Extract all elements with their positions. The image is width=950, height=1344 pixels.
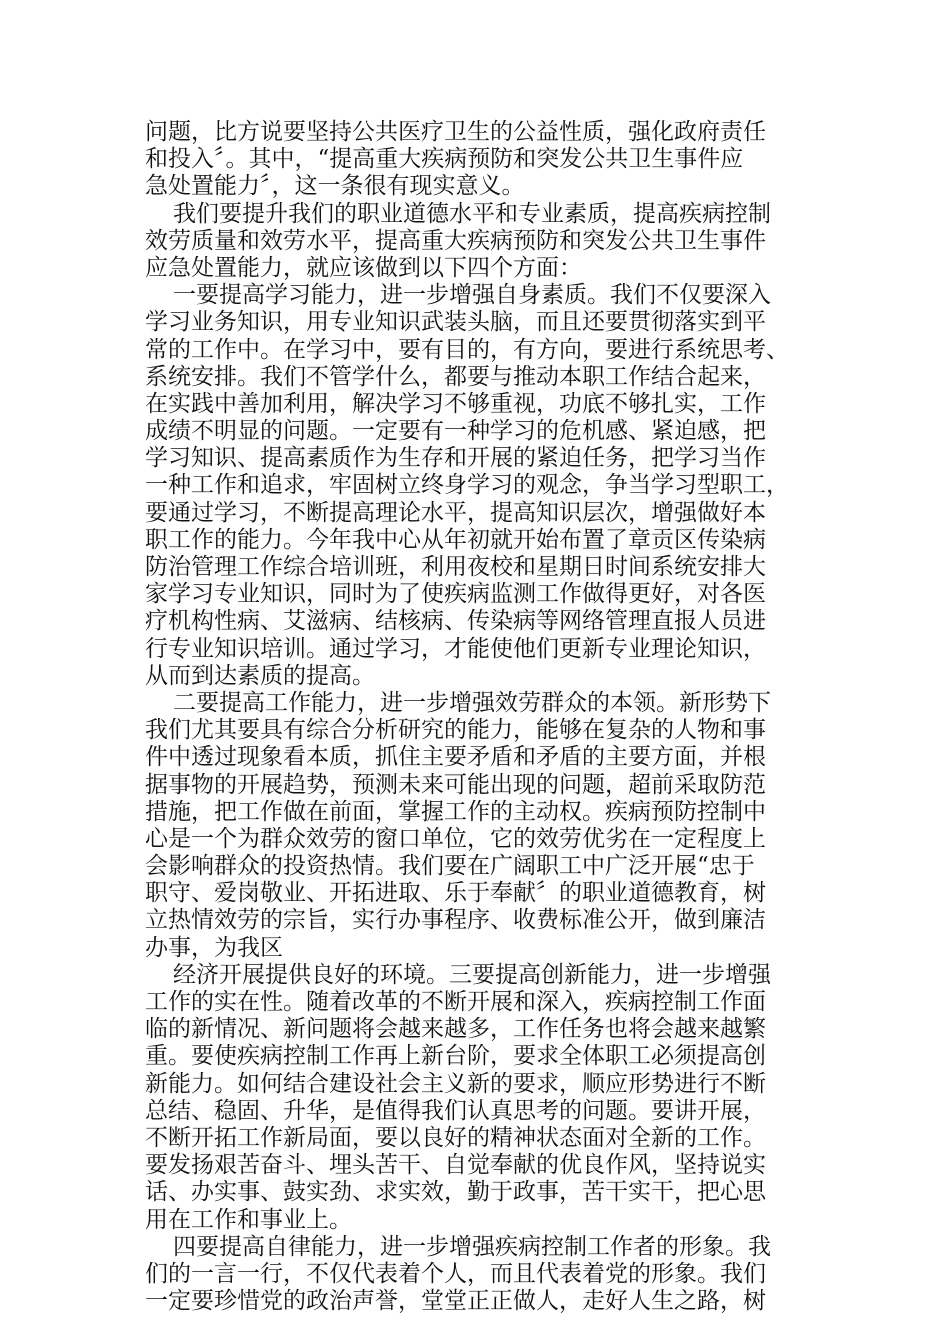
paragraph-5: [145, 962, 810, 1234]
text-line: 一要提高学习能力，进一步增强自身素质。我们不仅要深入: [173, 282, 771, 309]
text-line: 不断开拓工作新局面，要以良好的精神状态面对全新的工作。: [145, 1124, 766, 1151]
text-line: 们的一言一行，不仅代表着个人，而且代表着党的形象。我们: [145, 1260, 766, 1287]
text-line: 从而到达素质的提高。: [145, 662, 375, 689]
text-line: 职工作的能力。今年我中心从年初就开始布置了章贡区传染病: [145, 526, 766, 553]
text-line: 措施，把工作做在前面，掌握工作的主动权。疾病预防控制中: [145, 798, 766, 825]
text-line: 经济开展提供良好的环境。三要提高创新能力，进一步增强: [173, 961, 771, 988]
paragraph-6: [145, 1234, 810, 1316]
text-line: 二要提高工作能力，进一步增强效劳群众的本领。新形势下: [173, 689, 771, 716]
text-line: 家学习专业知识，同时为了使疾病监测工作做得更好，对各医: [145, 581, 766, 608]
text-line: 要通过学习，不断提高理论水平，提高知识层次，增强做好本: [145, 499, 766, 526]
text-line: 话、办实事、鼓实劲、求实效，勤于政事，苦干实干，把心思: [145, 1179, 766, 1206]
paragraph-1: [145, 119, 810, 201]
text-line: 常的工作中。在学习中，要有目的，有方向，要进行系统思考、: [145, 336, 789, 363]
text-line: 系统安排。我们不管学什么，都要与推动本职工作结合起来，: [145, 363, 766, 390]
text-line: 要发扬艰苦奋斗、埋头苦干、自觉奉献的优良作风，坚持说实: [145, 1152, 766, 1179]
text-line: 一定要珍惜党的政治声誉，堂堂正正做人，走好人生之路，树: [145, 1288, 766, 1315]
text-line: 四要提高自律能力，进一步增强疾病控制工作者的形象。我: [173, 1233, 771, 1260]
text-line: 问题，比方说要坚持公共医疗卫生的公益性质，强化政府责任: [145, 119, 766, 145]
text-line: 立热情效劳的宗旨，实行办事程序、收费标准公开，做到廉洁: [145, 907, 766, 934]
text-line: 一种工作和追求，牢固树立终身学习的观念，争当学习型职工，: [145, 472, 789, 499]
paragraph-3: [145, 282, 810, 690]
text-line: 效劳质量和效劳水平，提高重大疾病预防和突发公共卫生事件: [145, 227, 766, 254]
text-line: 疗机构性病、艾滋病、结核病、传染病等网络管理直报人员进: [145, 608, 766, 635]
text-line: 和投入〞。其中，“提高重大疾病预防和突发公共卫生事件应: [145, 146, 744, 173]
text-line: 用在工作和事业上。: [145, 1206, 352, 1233]
text-line: 总结、稳固、升华，是值得我们认真思考的问题。要讲开展，: [145, 1097, 766, 1124]
text-line: 件中透过现象看本质，抓住主要矛盾和矛盾的主要方面，并根: [145, 744, 766, 771]
text-line: 急处置能力〞，这一条很有现实意义。: [145, 173, 525, 200]
text-line: 行专业知识培训。通过学习，才能使他们更新专业理论知识，: [145, 635, 766, 662]
text-line: 临的新情况、新问题将会越来越多，工作任务也将会越来越繁: [145, 1016, 766, 1043]
text-line: 会影响群众的投资热情。我们要在广阔职工中广泛开展“忠于: [145, 853, 755, 880]
text-line: 成绩不明显的问题。一定要有一种学习的危机感、紧迫感，把: [145, 418, 766, 445]
text-line: 职守、爱岗敬业、开拓进取、乐于奉献〞的职业道德教育，树: [145, 880, 766, 907]
text-line: 在实践中善加利用，解决学习不够重视，功底不够扎实，工作: [145, 390, 766, 417]
text-line: 防治管理工作综合培训班，利用夜校和星期日时间系统安排大: [145, 554, 766, 580]
text-line: 新能力。如何结合建设社会主义新的要求，顺应形势进行不断: [145, 1070, 766, 1097]
text-line: 重。要使疾病控制工作再上新台阶，要求全体职工必须提高创: [145, 1043, 766, 1070]
document-body: [145, 119, 810, 1315]
text-line: 工作的实在性。随着改革的不断开展和深入，疾病控制工作面: [145, 989, 766, 1015]
text-line: 据事物的开展趋势，预测未来可能出现的问题，超前采取防范: [145, 771, 766, 798]
paragraph-4: [145, 690, 810, 962]
text-line: 学习知识、提高素质作为生存和开展的紧迫任务，把学习当作: [145, 445, 766, 472]
text-line: 学习业务知识，用专业知识武装头脑，而且还要贯彻落实到平: [145, 309, 766, 336]
paragraph-2: [145, 201, 810, 283]
text-line: 心是一个为群众效劳的窗口单位，它的效劳优劣在一定程度上: [145, 825, 766, 852]
text-line: 我们要提升我们的职业道德水平和专业素质，提高疾病控制: [173, 200, 771, 227]
text-line: 我们尤其要具有综合分析研究的能力，能够在复杂的人物和事: [145, 717, 766, 744]
text-line: 办事，为我区: [145, 934, 283, 961]
text-line: 应急处置能力，就应该做到以下四个方面：: [145, 254, 582, 281]
